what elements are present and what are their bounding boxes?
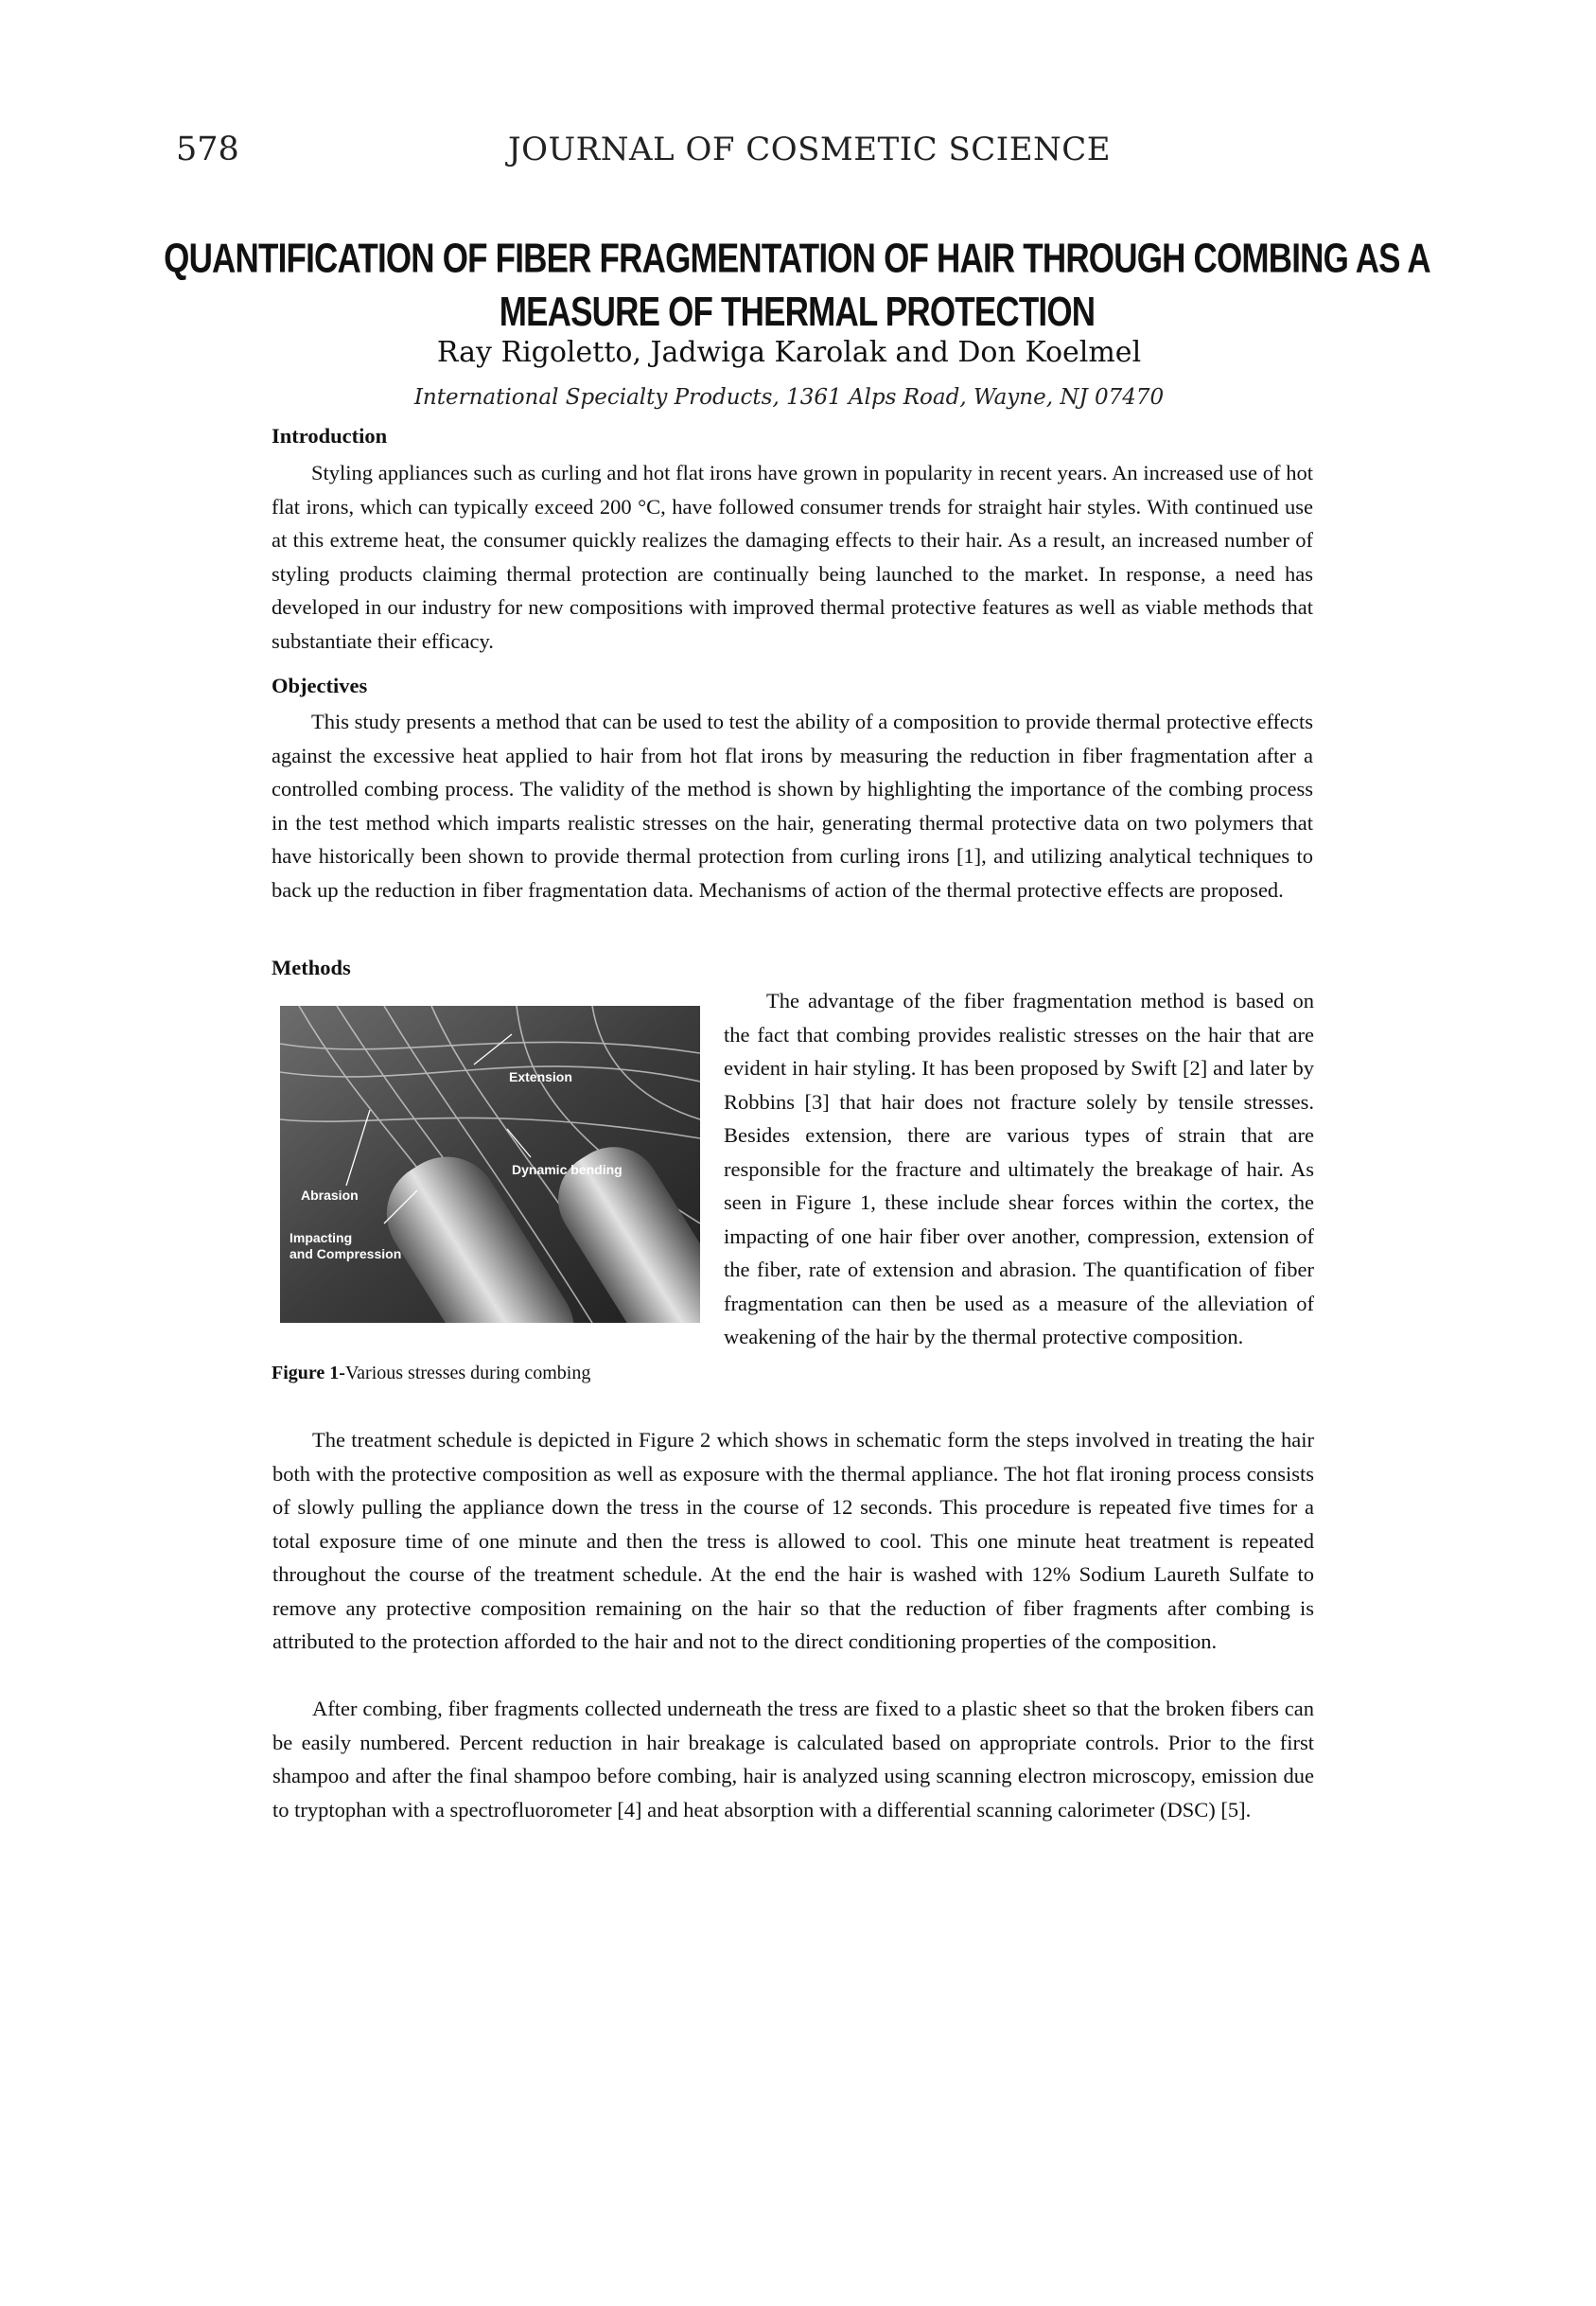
introduction-text: Styling appliances such as curling and hot flat irons have grown in popularity in recent years. An increased use of hot flat irons, which can typically exceed 200 °C, have followed consumer trends for straight hair styles. With continued use at this extreme heat, the consumer quickly realizes the damaging effects to their hair. As a result, an increased number of styling products claiming thermal protection are continually being launched to the market. In response, a need has developed in our industry for new compositions with improved thermal protective features as well as viable methods that substantiate their efficacy. [272, 461, 1313, 653]
objectives-heading: Objectives [272, 674, 368, 697]
figure-1-label: Figure 1- [272, 1363, 345, 1383]
label-extension: Extension [509, 1069, 572, 1084]
objectives-text: This study presents a method that can be used to test the ability of a composition to provide thermal protective effects against the excessive heat applied to hair from hot flat irons by measuring the reduction in fiber fragmentation after a controlled combing process. The validity of the method is shown by highlighting the importance of the combing process in the test method which imparts realistic stresses on the hair, generating thermal protective data on two polymers that have historically been shown to provide thermal protection from curling irons [1], and utilizing analytical techniques to back up the reduction in fiber fragmentation data. Mechanisms of action of the thermal protective effects are proposed. [272, 710, 1313, 902]
combing-stress-illustration [280, 1006, 700, 1323]
authors: Ray Rigoletto, Jadwiga Karolak and Don Koelmel [436, 336, 1142, 369]
page-number: 578 [176, 131, 239, 168]
methods-paragraph-3: After combing, fiber fragments collected underneath the tress are fixed to a plastic sheet so that the broken fibers can be easily numbered. Percent reduction in hair breakage is calculated based on appropriate controls. Prior to the first shampoo and after the final shampoo before combing, hair is analyzed using scanning electron microscopy, emission due to tryptophan with a spectrofluorometer [4] and heat absorption with a differential scanning calorimeter (DSC) [5]. [272, 1697, 1314, 1822]
methods-heading: Methods [272, 956, 351, 979]
label-abrasion: Abrasion [301, 1188, 359, 1203]
label-impacting: Impacting [289, 1230, 353, 1245]
affiliation: International Specialty Products, 1361 Alps Road, Wayne, NJ 07470 [413, 385, 1165, 410]
combing-stress-figure [280, 1006, 700, 1323]
methods-paragraph-2: The treatment schedule is depicted in Figure 2 which shows in schematic form the steps involved in treating the hair both with the protective composition as well as exposure with the thermal appliance. The hot flat ironing process consists of slowly pulling the appliance down the tress in the course of 12 seconds. This procedure is repeated five times for a total exposure time of one minute and then the tress is allowed to cool. This one minute heat treatment is repeated throughout the course of the treatment schedule. At the end the hair is washed with 12% Sodium Laureth Sulfate to remove any protective composition remaining on the hair so that the reduction of fiber fragments after combing is attributed to the protection afforded to the hair and not to the direct conditioning properties of the composition. [272, 1428, 1314, 1653]
methods-side-text: The advantage of the fiber fragmentation method is based on the fact that combing provides realistic stresses on the hair that are evident in hair styling. It has been proposed by Swift [2] and later by Robbins [3] that hair does not fracture solely by tensile stresses. Besides extension, there are various types of strain that are responsible for the fracture and ultimately the breakage of hair. As seen in Figure 1, these include shear forces within the cortex, the impacting of one hair fiber over another, compression, extension of the fiber, rate of extension and abrasion. The quantification of fiber fragmentation can then be used as a measure of the alleviation of weakening of the hair by the thermal protective composition. [724, 989, 1314, 1348]
figure-1-caption [272, 1363, 590, 1384]
label-compression: and Compression [289, 1246, 402, 1261]
paper-title: QUANTIFICATION OF FIBER FRAGMENTATION OF HAIR THROUGH COMBING AS A MEASURE OF THERMAL PROTECTION [164, 235, 1430, 335]
figure-1-text: Various stresses during combing [344, 1363, 591, 1383]
introduction-heading: Introduction [272, 424, 388, 448]
label-dynamic-bending: Dynamic bending [512, 1162, 623, 1177]
journal-name: JOURNAL OF COSMETIC SCIENCE [508, 131, 1112, 168]
page-header [176, 131, 1311, 178]
